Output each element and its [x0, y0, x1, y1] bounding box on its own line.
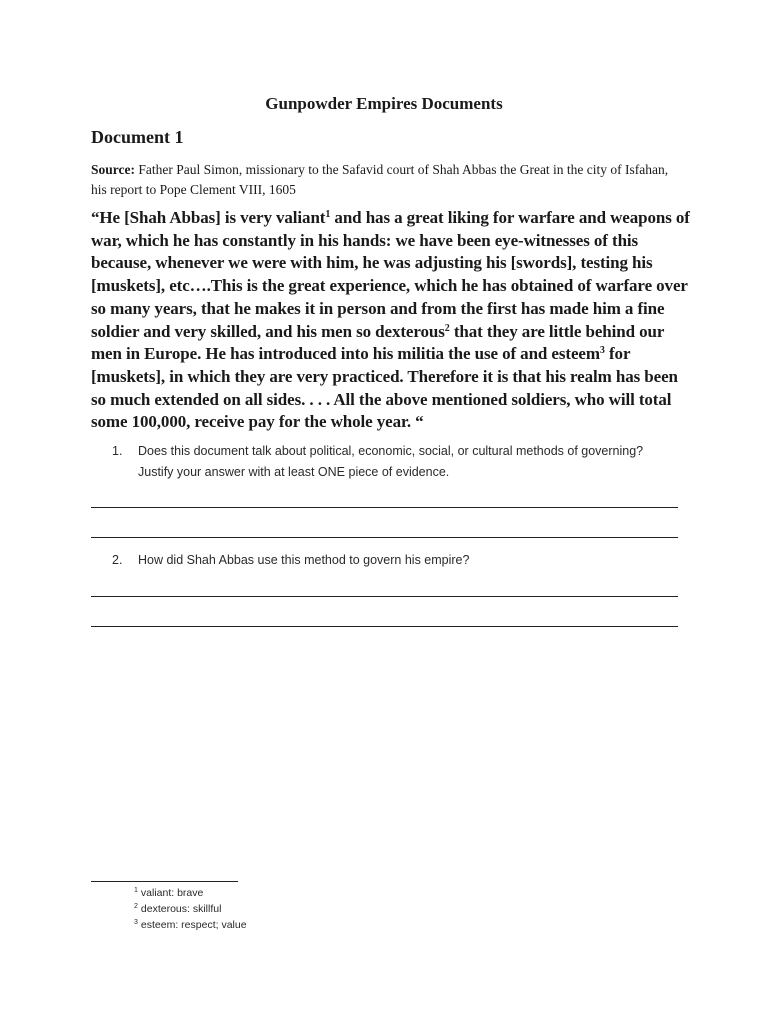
footnote-text: valiant: brave — [140, 887, 204, 899]
footnote-text: dexterous: skillful — [140, 903, 222, 915]
quote-text-part2: and has a great liking for warfare and weapons of war, which he has constantly in his hands: we have been eye-witnesses of this because, whenever we were with him, he was adjusting his [swords], testing his [muskets], etc….This is the great experience, which he has obtained of warfare over so many years, that he makes it in person and from the first has made him a fine soldier and very skilled, and his men so dexterous — [91, 208, 690, 341]
document-heading: Document 1 — [91, 127, 184, 147]
question-text: How did Shah Abbas use this method to govern his empire? — [138, 553, 470, 567]
source-text: Father Paul Simon, missionary to the Safavid court of Shah Abbas the Great in the city of Isfahan, his report to Pope Clement VIII, 1605 — [91, 162, 669, 197]
question-number: 1. — [112, 444, 123, 458]
source-citation — [91, 160, 681, 200]
question-text: Does this document talk about political, economic, social, or cultural methods of governing? Justify your answer with at least ONE piece of evidence. — [138, 444, 644, 479]
footnote-number: 2 — [134, 903, 138, 910]
footnotes — [134, 885, 247, 933]
answer-line[interactable] — [91, 596, 678, 597]
quote-text-part3: that they are little behind our men in Europe. He has introduced into his militia the use of and esteem — [91, 321, 665, 364]
answer-line[interactable] — [91, 507, 678, 508]
quote-text-part1: “He [Shah Abbas] is very valiant — [91, 208, 326, 227]
footnote-item — [134, 917, 247, 933]
question-number: 2. — [112, 553, 123, 567]
footnote-ref-2: 2 — [444, 322, 450, 334]
footnote-divider — [91, 881, 238, 882]
page-title: Gunpowder Empires Documents — [265, 94, 503, 113]
question-1 — [112, 441, 672, 483]
question-2 — [112, 550, 672, 571]
answer-line[interactable] — [91, 537, 678, 538]
answer-line[interactable] — [91, 626, 678, 627]
footnote-number: 3 — [134, 919, 138, 926]
quote-text-part4: for [muskets], in which they are very practiced. Therefore it is that his realm has been so much extended on all sides. . . . All the above mentioned soldiers, who will total some 100,000, receive pay for the whole year. “ — [91, 344, 678, 432]
footnote-text: esteem: respect; value — [140, 919, 247, 931]
source-label: Source: — [91, 162, 135, 177]
primary-source-quote — [91, 207, 691, 434]
footnote-item — [134, 885, 247, 901]
footnote-item — [134, 901, 247, 917]
footnote-ref-1: 1 — [325, 209, 331, 220]
footnote-ref-3: 3 — [599, 345, 605, 357]
footnote-number: 1 — [134, 887, 138, 894]
